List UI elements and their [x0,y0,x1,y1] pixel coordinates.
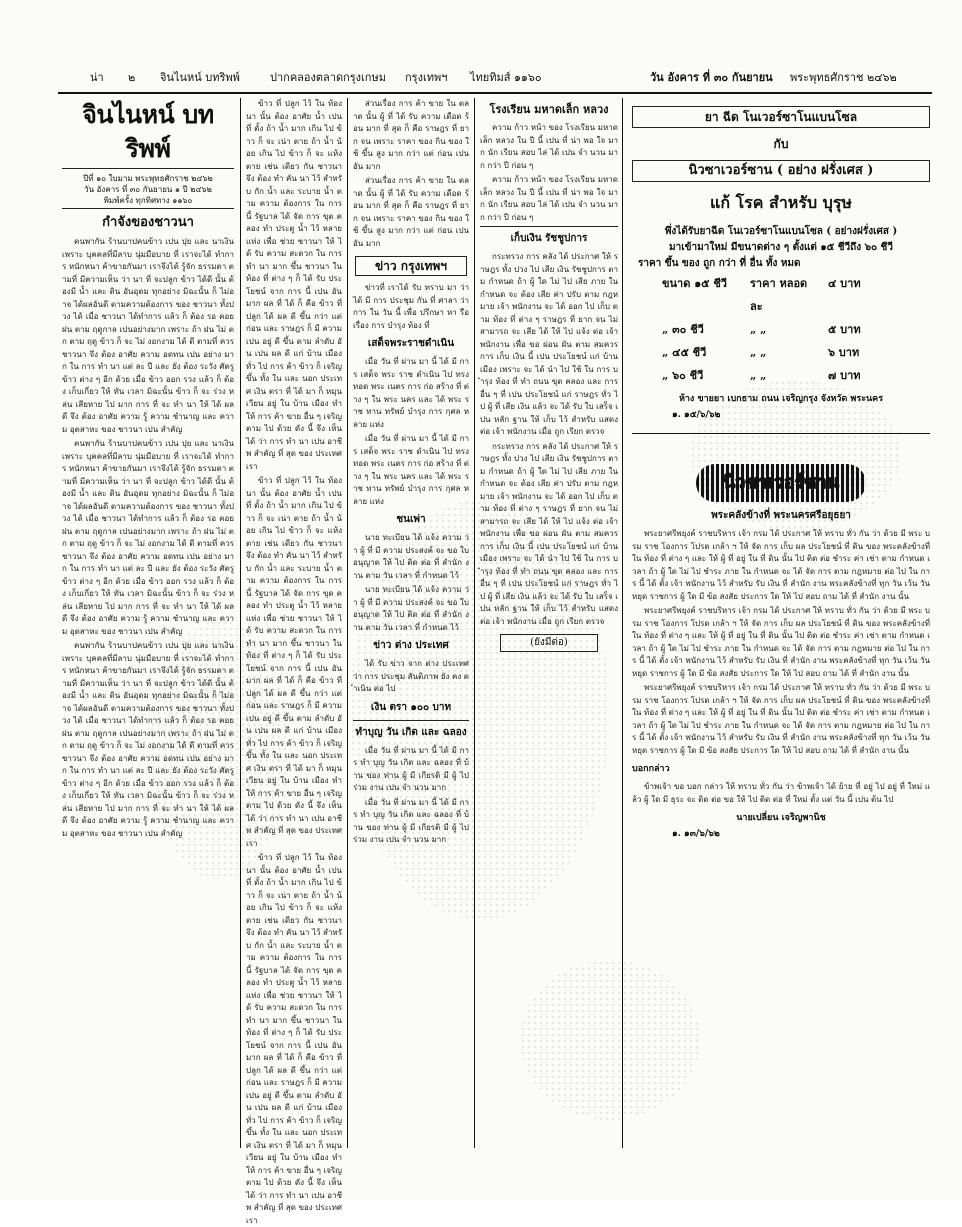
news-subhead: ทำบุญ วัน เกิด และ ฉลอง [355,726,467,738]
article-paragraph: ความ ก้าว หน้า ของ โรงเรียน มหาดเล็ก หลวง ใน ปี นี้ เปน ที่ น่า พอ ใจ มาก นัก เรียน สอบ ไล่ ได้ เปน จำ นวน มาก กว่า ปี ก่อน ๆ [480,123,618,170]
article-paragraph: ข้าว ที่ ปลูก ไว้ ใน ท้อง นา นั้น ต้อง อาศัย น้ำ เปน ที่ ตั้ง ถ้า น้ำ มาก เกิน ไป ข้าว ก็ จะ เน่า ตาย ถ้า น้ำ น้อย เกิน ไป ข้าว ก็ จะ แห้ง ตาย เช่น เดียว กัน ชาวนา จึง ต้อง ทำ คัน นา ไว้ สำหรับ กัก น้ำ และ ระบาย น้ำ ตาม ความ ต้องการ ใน การ นี้ รัฐบาล ได้ จัด การ ขุด คลอง ทำ ประตู น้ำ ไว้ หลาย แห่ง เพื่อ ช่วย ชาวนา ให้ ได้ รับ ความ สะดวก ใน การ ทำ นา มาก ขึ้น ชาวนา ใน ท้อง ที่ ต่าง ๆ ก็ ได้ รับ ประโยชน์ จาก การ นี้ เปน อัน มาก ผล ที่ ได้ ก็ คือ ข้าว ที่ ปลูก ได้ ผล ดี ขึ้น กว่า แต่ ก่อน และ ราษฎร ก็ มี ความ เปน อยู่ ดี ขึ้น ตาม ลำดับ อัน เปน ผล ดี แก่ บ้าน เมือง ทั่ว ไป การ ค้า ข้าว ก็ เจริญ ขึ้น ทั้ง ใน และ นอก ประเทศ เงิน ตรา ที่ ได้ มา ก็ หมุน เวียน อยู่ ใน บ้าน เมือง ทำ ให้ การ ค้า ขาย อื่น ๆ เจริญ ตาม ไป ด้วย ดัง นี้ จึง เห็น ได้ ว่า การ ทำ นา เปน อาชีพ สำคัญ ที่ สุด ของ ประเทศ เรา [246,99,342,471]
issue-info-line: วัน อังคาร ที่ ๓๐ กันยายน ๑ ปี ๒๔๖๒ [84,185,212,194]
news-body [353,532,469,634]
info-rule [62,208,234,209]
header-date: วัน อังคาร ที่ ๓๐ กันยายน [650,71,773,84]
article-body [353,98,469,250]
article-body [480,122,618,224]
article-paragraph: ความ ก้าว หน้า ของ โรงเรียน มหาดเล็ก หลวง ใน ปี นี้ เปน ที่ น่า พอ ใจ มาก นัก เรียน สอบ ไล่ ได้ เปน จำ นวน มาก กว่า ปี ก่อน ๆ [480,175,618,222]
price-value: ๕ บาท [828,323,861,336]
article-body [62,236,234,840]
article-body [480,251,618,628]
notice-signature: นายเปลี่ยน เจริญพานิช [736,813,826,823]
ad-product-box: นิวซาเวอร์ซาน ( อย่าง ฝรั่งเศส ) [632,160,930,182]
masthead-rule [62,168,234,169]
news-subhead: เสด็จพระราชดำเนิน [367,338,455,349]
news-paragraph: เมื่อ วัน ที่ ผ่าน มา นี้ ได้ มี การ ทำ บุญ วัน เกิด และ ฉลอง ที่ บ้าน ของ ท่าน ผู้ มี เกียรติ มี ผู้ ไป ร่วม งาน เปน จำ นวน มาก [353,745,469,792]
news-body [353,356,469,508]
ad-conjunction: กับ [773,137,789,151]
column-3 [353,98,469,1148]
column-rule [474,98,475,1148]
running-header [90,68,934,88]
header-era: พระพุทธศักราช ๒๔๖๒ [790,71,897,84]
column-rule [622,98,623,1148]
column-2 [246,98,342,1225]
news-paragraph: ได้ รับ ข่าว จาก ต่าง ประเทศ ว่า การ ประชุม สันติภาพ ยัง คง ดำเนิน ต่อ ไป [353,659,469,693]
ad-line: มาเข้ามาใหม่ มีขนาดต่าง ๆ ตั้งแต่ ๑๕ ชีวีถึง ๖๐ ชีวี [669,242,893,253]
article-paragraph: คนพากัน ร้านบาปคนข้าว เปน ปุย และ นาเงิน เพราะ บุคคลที่มีลาบ นุ่มมือบาย ที่ เราจะได้ ทำการ หนักหนา ค้าขายกันมา เราจึงได้ รู้จัก ธรรมดา ตามที่ มีความเห็น ว่า นา ที่ จะปลูก ข้าว ได้ดี นั้น ต้องมี น้ำ และ ดิน อันอุดม ทุกอย่าง มิฉะนั้น ก็ ไม่อาจ ได้ผลอันดี ตามความต้องการ ของ ชาวนา ทั้งปวง ได้ เมื่อ ชาวนา ได้ทำการ แล้ว ก็ ต้อง รอ คอย ฝน ตาม ฤดูกาล เปนอย่างมาก เพราะ ถ้า ฝน ไม่ ตก ตาม ฤดู ข้าว ก็ จะ ไม่ งอกงาม ได้ ดี ตามที่ ควร ชาวนา จึง ต้อง อาศัย ความ อดทน เปน อย่าง มาก ใน การ ทำ นา แต่ ละ ปี และ ยัง ต้อง ระวัง ศัตรู ข้าว ต่าง ๆ อีก ด้วย เมื่อ ข้าว ออก รวง แล้ว ก็ ต้อง เก็บเกี่ยว ให้ ทัน เวลา มิฉะนั้น ข้าว ก็ จะ ร่วง หล่น เสียหาย ไป มาก การ ที่ จะ ทำ นา ให้ ได้ ผล ดี จึง ต้อง อาศัย ความ รู้ ความ ชำนาญ และ ความ อุตสาหะ ของ ชาวนา เปน สำคัญ [62,641,234,838]
price-row [662,341,930,364]
section-rule [480,226,618,227]
price-size: „ ๖๐ ชีวี [662,369,704,382]
notice-paragraph: พระยาศรีพยุงค์ ราชบริหาร เจ้า กรม ได้ ประกาศ ให้ ทราบ ทั่ว กัน ว่า ด้วย มี พระ บรม ราช โองการ โปรด เกล้า ฯ ให้ จัด การ เก็บ ผล ประโยชน์ ที่ ดิน ของ พระคลังข้างที่ ใน ท้อง ที่ ต่าง ๆ และ ให้ ผู้ ที่ อยู่ ใน ที่ ดิน นั้น ไป ติด ต่อ ชำระ ค่า เช่า ตาม กำหนด เวลา ถ้า ผู้ ใด ไม่ ไป ชำระ ภาย ใน กำหนด จะ ได้ จัด การ ตาม กฎหมาย ต่อ ไป ใน การ นี้ ได้ ตั้ง เจ้า พนักงาน ไว้ สำหรับ รับ เงิน ที่ สำนัก งาน พระคลังข้างที่ ทุก วัน เว้น วัน หยุด ราชการ ผู้ ใด มี ข้อ สงสัย ประการ ใด ให้ ไป สอบ ถาม ได้ ที่ สำนัก งาน นั้น [632,683,930,755]
header-rule [58,92,932,94]
notice-heading: พระคลังข้างที่ พระนครศรีอยุธยา [711,510,851,521]
news-subhead: ชนเพ่า [396,514,426,525]
news-paragraph: ข่าวที่ เราได้ รับ ทราบ มา ว่า ได้ มี การ ประชุม กัน ที่ ศาลา ว่า การ ใน วัน นี้ เพื่อ ปรึกษา หา รือ เรื่อง การ บำรุง ท้อง ที่ [353,283,469,330]
news-body [353,282,469,332]
ad-shop-address: ห้าง ขายยา เบกธาม ถนน เจริญกรุง จังหวัด พระนคร [678,394,884,404]
article-paragraph: ส่วนเรื่อง การ ค้า ขาย ใน ตลาด นั้น ผู้ ที่ ได้ รับ ความ เดือด ร้อน มาก ที่ สุด ก็ คือ ราษฎร ที่ ยาก จน เพราะ ราคา ของ กิน ของ ใช้ ขึ้น สูง มาก กว่า แต่ ก่อน เปน อัน มาก [353,99,469,171]
news-body [353,658,469,696]
news-paragraph: นาย ทะเบียน ได้ แจ้ง ความ ว่า ผู้ ที่ มี ความ ประสงค์ จะ ขอ ใบ อนุญาต ให้ ไป ติด ต่อ ที่ สำนัก งาน ตาม วัน เวลา ที่ กำหนด ไว้ [353,585,469,632]
continued-note: (ยังมีต่อ) [500,634,598,652]
price-size: „ ๓๐ ชีวี [662,323,704,336]
news-section-title: ข่าว กรุงเทพฯ [355,256,467,276]
header-publisher: ปากคลองตลาดกรุงเกษม [270,71,386,84]
column-rule [240,98,241,1148]
notice-paragraph: พระยาศรีพยุงค์ ราชบริหาร เจ้า กรม ได้ ประกาศ ให้ ทราบ ทั่ว กัน ว่า ด้วย มี พระ บรม ราช โองการ โปรด เกล้า ฯ ให้ จัด การ เก็บ ผล ประโยชน์ ที่ ดิน ของ พระคลังข้างที่ ใน ท้อง ที่ ต่าง ๆ และ ให้ ผู้ ที่ อยู่ ใน ที่ ดิน นั้น ไป ติด ต่อ ชำระ ค่า เช่า ตาม กำหนด เวลา ถ้า ผู้ ใด ไม่ ไป ชำระ ภาย ใน กำหนด จะ ได้ จัด การ ตาม กฎหมาย ต่อ ไป ใน การ นี้ ได้ ตั้ง เจ้า พนักงาน ไว้ สำหรับ รับ เงิน ที่ สำนัก งาน พระคลังข้างที่ ทุก วัน เว้น วัน หยุด ราชการ ผู้ ใด มี ข้อ สงสัย ประการ ใด ให้ ไป สอบ ถาม ได้ ที่ สำนัก งาน นั้น [632,606,930,678]
price-size: ขนาด ๑๕ ชีวี [662,277,727,290]
price-row [662,318,930,341]
news-paragraph: นาย ทะเบียน ได้ แจ้ง ความ ว่า ผู้ ที่ มี ความ ประสงค์ จะ ขอ ใบ อนุญาต ให้ ไป ติด ต่อ ที่ สำนัก งาน ตาม วัน เวลา ที่ กำหนด ไว้ [353,533,469,580]
article-paragraph: คนพากัน ร้านบาปคนข้าว เปน ปุย และ นาเงิน เพราะ บุคคลที่มีลาบ นุ่มมือบาย ที่ เราจะได้ ทำการ หนักหนา ค้าขายกันมา เราจึงได้ รู้จัก ธรรมดา ตามที่ มีความเห็น ว่า นา ที่ จะปลูก ข้าว ได้ดี นั้น ต้องมี น้ำ และ ดิน อันอุดม ทุกอย่าง มิฉะนั้น ก็ ไม่อาจ ได้ผลอันดี ตามความต้องการ ของ ชาวนา ทั้งปวง ได้ เมื่อ ชาวนา ได้ทำการ แล้ว ก็ ต้อง รอ คอย ฝน ตาม ฤดูกาล เปนอย่างมาก เพราะ ถ้า ฝน ไม่ ตก ตาม ฤดู ข้าว ก็ จะ ไม่ งอกงาม ได้ ดี ตามที่ ควร ชาวนา จึง ต้อง อาศัย ความ อดทน เปน อย่าง มาก ใน การ ทำ นา แต่ ละ ปี และ ยัง ต้อง ระวัง ศัตรู ข้าว ต่าง ๆ อีก ด้วย เมื่อ ข้าว ออก รวง แล้ว ก็ ต้อง เก็บเกี่ยว ให้ ทัน เวลา มิฉะนั้น ข้าว ก็ จะ ร่วง หล่น เสียหาย ไป มาก การ ที่ จะ ทำ นา ให้ ได้ ผล ดี จึง ต้อง อาศัย ความ รู้ ความ ชำนาญ และ ความ อุตสาหะ ของ ชาวนา เปน สำคัญ [62,439,234,636]
page-word: น่า [90,71,104,84]
ad-line: พึ่งได้รับยาฉีด โนเวอร์ซาโนแบนโซล ( อย่างฝรั่งเศส ) [664,226,898,237]
news-subhead: ข่าว ต่าง ประเทศ [373,640,449,651]
price-label: „ „ [750,369,767,382]
price-value: ๔ บาท [828,277,861,290]
header-year: ไทยทิมส์ ๑๑๖๐ [470,71,542,84]
price-label: ราคา หลอด ละ [750,277,808,313]
article-paragraph: ส่วนเรื่อง การ ค้า ขาย ใน ตลาด นั้น ผู้ ที่ ได้ รับ ความ เดือด ร้อน มาก ที่ สุด ก็ คือ ราษฎร ที่ ยาก จน เพราะ ราคา ของ กิน ของ ใช้ ขึ้น สูง มาก กว่า แต่ ก่อน เปน อัน มาก [353,176,469,248]
column-rule [347,98,348,1148]
issue-info [62,173,234,206]
column-1 [62,98,234,1148]
news-paragraph: เมื่อ วัน ที่ ผ่าน มา นี้ ได้ มี การ ทำ บุญ วัน เกิด และ ฉลอง ที่ บ้าน ของ ท่าน ผู้ มี เกียรติ มี ผู้ ไป ร่วม งาน เปน จำ นวน มาก [353,797,469,844]
header-city: กรุงเทพฯ [405,71,448,84]
issue-info-line: ปีที่ ๑๐ ใบมาม พระพุทธศักราช ๒๔๖๒ [83,174,213,183]
news-paragraph: เมื่อ วัน ที่ ผ่าน มา นี้ ได้ มี การ เสด็จ พระ ราช ดำเนิน ไป ทรง ทอด พระ เนตร การ ก่อ สร้าง ที่ ต่าง ๆ ใน พระ นคร และ ได้ พระ ราช ทาน ทรัพย์ บำรุง การ กุศล หลาย แห่ง [353,357,469,429]
news-body [353,745,469,847]
notice-subhead: บอกกล่าว [632,764,670,774]
article-paragraph: ข้าว ที่ ปลูก ไว้ ใน ท้อง นา นั้น ต้อง อาศัย น้ำ เปน ที่ ตั้ง ถ้า น้ำ มาก เกิน ไป ข้าว ก็ จะ เน่า ตาย ถ้า น้ำ น้อย เกิน ไป ข้าว ก็ จะ แห้ง ตาย เช่น เดียว กัน ชาวนา จึง ต้อง ทำ คัน นา ไว้ สำหรับ กัก น้ำ และ ระบาย น้ำ ตาม ความ ต้องการ ใน การ นี้ รัฐบาล ได้ จัด การ ขุด คลอง ทำ ประตู น้ำ ไว้ หลาย แห่ง เพื่อ ช่วย ชาวนา ให้ ได้ รับ ความ สะดวก ใน การ ทำ นา มาก ขึ้น ชาวนา ใน ท้อง ที่ ต่าง ๆ ก็ ได้ รับ ประโยชน์ จาก การ นี้ เปน อัน มาก ผล ที่ ได้ ก็ คือ ข้าว ที่ ปลูก ได้ ผล ดี ขึ้น กว่า แต่ ก่อน และ ราษฎร ก็ มี ความ เปน อยู่ ดี ขึ้น ตาม ลำดับ อัน เปน ผล ดี แก่ บ้าน เมือง ทั่ว ไป การ ค้า ข้าว ก็ เจริญ ขึ้น ทั้ง ใน และ นอก ประเทศ เงิน ตรา ที่ ได้ มา ก็ หมุน เวียน อยู่ ใน บ้าน เมือง ทำ ให้ การ ค้า ขาย อื่น ๆ เจริญ ตาม ไป ด้วย ดัง นี้ จึง เห็น ได้ ว่า การ ทำ นา เปน อาชีพ สำคัญ ที่ สุด ของ ประเทศ เรา [246,853,342,1225]
article-title: โรงเรียน มหาดเล็ก หลวง [489,103,609,116]
price-row [662,364,930,387]
price-size: „ ๔๕ ชีวี [662,346,707,359]
price-line: เงิน ตรา ๑๐๐ บาท [370,701,452,713]
price-label: „ „ [750,323,767,336]
notice-paragraph: ข้าพเจ้า ขอ บอก กล่าว ให้ ทราบ ทั่ว กัน ว่า ข้าพเจ้า ได้ ย้าย ที่ อยู่ ไป อยู่ ที่ ใหม่ แล้ว ผู้ ใด มี ธุระ จะ ติด ต่อ ขอ ให้ ไป ติด ต่อ ที่ ใหม่ ตั้ง แต่ วัน นี้ เปน ต้น ไป [632,782,930,804]
section-rule [353,720,469,721]
article-body [246,98,342,1227]
ad-cure-heading: แก้ โรค สำหรับ บุรุษ [710,193,852,212]
ad-line: ราคา ขึ้น ของ ถูก กว่า ที่ อื่น ทั้ง หมด [638,258,801,269]
masthead: จินไนหน์ บทริพพ์ [82,100,214,163]
notice-date: ๑. ๑๓/๖/๖๒ [672,829,720,839]
price-label: „ „ [750,346,767,359]
section-rule [632,433,930,434]
price-row [662,272,930,318]
price-value: ๗ บาท [828,369,861,382]
column-4 [480,98,618,1148]
price-list [662,272,930,387]
news-paragraph: เมื่อ วัน ที่ ผ่าน มา นี้ ได้ มี การ เสด็จ พระ ราช ดำเนิน ไป ทรง ทอด พระ เนตร การ ก่อ สร้าง ที่ ต่าง ๆ ใน พระ นคร และ ได้ พระ ราช ทาน ทรัพย์ บำรุง การ กุศล หลาย แห่ง [353,434,469,506]
article-subhead: เก็บเงิน รัชชูปการ [510,233,588,244]
advertisement-column [632,98,930,842]
article-title: กำจังของชาวนา [102,215,194,230]
header-meta: จินไนหน์ บทริพพ์ [160,71,240,84]
logo-text: นิวซาเวอร์ซาน [722,472,840,493]
article-paragraph: ข้าว ที่ ปลูก ไว้ ใน ท้อง นา นั้น ต้อง อาศัย น้ำ เปน ที่ ตั้ง ถ้า น้ำ มาก เกิน ไป ข้าว ก็ จะ เน่า ตาย ถ้า น้ำ น้อย เกิน ไป ข้าว ก็ จะ แห้ง ตาย เช่น เดียว กัน ชาวนา จึง ต้อง ทำ คัน นา ไว้ สำหรับ กัก น้ำ และ ระบาย น้ำ ตาม ความ ต้องการ ใน การ นี้ รัฐบาล ได้ จัด การ ขุด คลอง ทำ ประตู น้ำ ไว้ หลาย แห่ง เพื่อ ช่วย ชาวนา ให้ ได้ รับ ความ สะดวก ใน การ ทำ นา มาก ขึ้น ชาวนา ใน ท้อง ที่ ต่าง ๆ ก็ ได้ รับ ประโยชน์ จาก การ นี้ เปน อัน มาก ผล ที่ ได้ ก็ คือ ข้าว ที่ ปลูก ได้ ผล ดี ขึ้น กว่า แต่ ก่อน และ ราษฎร ก็ มี ความ เปน อยู่ ดี ขึ้น ตาม ลำดับ อัน เปน ผล ดี แก่ บ้าน เมือง ทั่ว ไป การ ค้า ข้าว ก็ เจริญ ขึ้น ทั้ง ใน และ นอก ประเทศ เงิน ตรา ที่ ได้ มา ก็ หมุน เวียน อยู่ ใน บ้าน เมือง ทำ ให้ การ ค้า ขาย อื่น ๆ เจริญ ตาม ไป ด้วย ดัง นี้ จึง เห็น ได้ ว่า การ ทำ นา เปน อาชีพ สำคัญ ที่ สุด ของ ประเทศ เรา [246,476,342,848]
article-paragraph: กระทรวง การ คลัง ได้ ประกาศ ให้ ราษฎร ทั้ง ปวง ไป เสีย เงิน รัชชูปการ ตาม กำหนด ถ้า ผู้ ใด ไม่ ไป เสีย ภาย ใน กำหนด จะ ต้อง เสีย ค่า ปรับ ตาม กฎหมาย เจ้า พนักงาน จะ ได้ ออก ไป เก็บ ตาม ท้อง ที่ ต่าง ๆ ราษฎร ที่ ยาก จน ไม่ สามารถ จะ เสีย ได้ ให้ ไป แจ้ง ต่อ เจ้า พนักงาน เพื่อ ขอ ผ่อน ผัน ตาม สมควร การ เก็บ เงิน นี้ เปน ประโยชน์ แก่ บ้าน เมือง เพราะ จะ ได้ นำ ไป ใช้ ใน การ บำรุง ท้อง ที่ ทำ ถนน ขุด คลอง และ การ อื่น ๆ ที่ เปน ประโยชน์ แก่ ราษฎร ทั่ว ไป ผู้ ที่ เสีย เงิน แล้ว จะ ได้ รับ ใบ เสร็จ เปน หลัก ฐาน ให้ เก็บ ไว้ สำหรับ แสดง ต่อ เจ้า พนักงาน เมื่อ ถูก เรียก ตรวจ [480,441,618,626]
notice-body [632,528,930,757]
issue-info-line: พิมพ์ครั้ง ทุกทิศทาง ๑๑๖๐ [103,196,193,205]
article-paragraph: คนพากัน ร้านบาปคนข้าว เปน ปุย และ นาเงิน เพราะ บุคคลที่มีลาบ นุ่มมือบาย ที่ เราจะได้ ทำการ หนักหนา ค้าขายกันมา เราจึงได้ รู้จัก ธรรมดา ตามที่ มีความเห็น ว่า นา ที่ จะปลูก ข้าว ได้ดี นั้น ต้องมี น้ำ และ ดิน อันอุดม ทุกอย่าง มิฉะนั้น ก็ ไม่อาจ ได้ผลอันดี ตามความต้องการ ของ ชาวนา ทั้งปวง ได้ เมื่อ ชาวนา ได้ทำการ แล้ว ก็ ต้อง รอ คอย ฝน ตาม ฤดูกาล เปนอย่างมาก เพราะ ถ้า ฝน ไม่ ตก ตาม ฤดู ข้าว ก็ จะ ไม่ งอกงาม ได้ ดี ตามที่ ควร ชาวนา จึง ต้อง อาศัย ความ อดทน เปน อย่าง มาก ใน การ ทำ นา แต่ ละ ปี และ ยัง ต้อง ระวัง ศัตรู ข้าว ต่าง ๆ อีก ด้วย เมื่อ ข้าว ออก รวง แล้ว ก็ ต้อง เก็บเกี่ยว ให้ ทัน เวลา มิฉะนั้น ข้าว ก็ จะ ร่วง หล่น เสียหาย ไป มาก การ ที่ จะ ทำ นา ให้ ได้ ผล ดี จึง ต้อง อาศัย ความ รู้ ความ ชำนาญ และ ความ อุตสาหะ ของ ชาวนา เปน สำคัญ [62,237,234,434]
page-number: ๒ [128,71,136,84]
ad-shop-note: ๑. ๑๕/๖/๖๒ [672,410,721,420]
notice-paragraph: พระยาศรีพยุงค์ ราชบริหาร เจ้า กรม ได้ ประกาศ ให้ ทราบ ทั่ว กัน ว่า ด้วย มี พระ บรม ราช โองการ โปรด เกล้า ฯ ให้ จัด การ เก็บ ผล ประโยชน์ ที่ ดิน ของ พระคลังข้างที่ ใน ท้อง ที่ ต่าง ๆ และ ให้ ผู้ ที่ อยู่ ใน ที่ ดิน นั้น ไป ติด ต่อ ชำระ ค่า เช่า ตาม กำหนด เวลา ถ้า ผู้ ใด ไม่ ไป ชำระ ภาย ใน กำหนด จะ ได้ จัด การ ตาม กฎหมาย ต่อ ไป ใน การ นี้ ได้ ตั้ง เจ้า พนักงาน ไว้ สำหรับ รับ เงิน ที่ สำนัก งาน พระคลังข้างที่ ทุก วัน เว้น วัน หยุด ราชการ ผู้ ใด มี ข้อ สงสัย ประการ ใด ให้ ไป สอบ ถาม ได้ ที่ สำนัก งาน นั้น [632,529,930,601]
article-paragraph: กระทรวง การ คลัง ได้ ประกาศ ให้ ราษฎร ทั้ง ปวง ไป เสีย เงิน รัชชูปการ ตาม กำหนด ถ้า ผู้ ใด ไม่ ไป เสีย ภาย ใน กำหนด จะ ต้อง เสีย ค่า ปรับ ตาม กฎหมาย เจ้า พนักงาน จะ ได้ ออก ไป เก็บ ตาม ท้อง ที่ ต่าง ๆ ราษฎร ที่ ยาก จน ไม่ สามารถ จะ เสีย ได้ ให้ ไป แจ้ง ต่อ เจ้า พนักงาน เพื่อ ขอ ผ่อน ผัน ตาม สมควร การ เก็บ เงิน นี้ เปน ประโยชน์ แก่ บ้าน เมือง เพราะ จะ ได้ นำ ไป ใช้ ใน การ บำรุง ท้อง ที่ ทำ ถนน ขุด คลอง และ การ อื่น ๆ ที่ เปน ประโยชน์ แก่ ราษฎร ทั่ว ไป ผู้ ที่ เสีย เงิน แล้ว จะ ได้ รับ ใบ เสร็จ เปน หลัก ฐาน ให้ เก็บ ไว้ สำหรับ แสดง ต่อ เจ้า พนักงาน เมื่อ ถูก เรียก ตรวจ [480,252,618,436]
price-value: ๖ บาท [828,346,860,359]
ad-product-box: ยา ฉีด โนเวอร์ซาโนแบนโซล [632,106,930,128]
ornamental-logo [696,464,866,502]
notice-body [632,781,930,806]
